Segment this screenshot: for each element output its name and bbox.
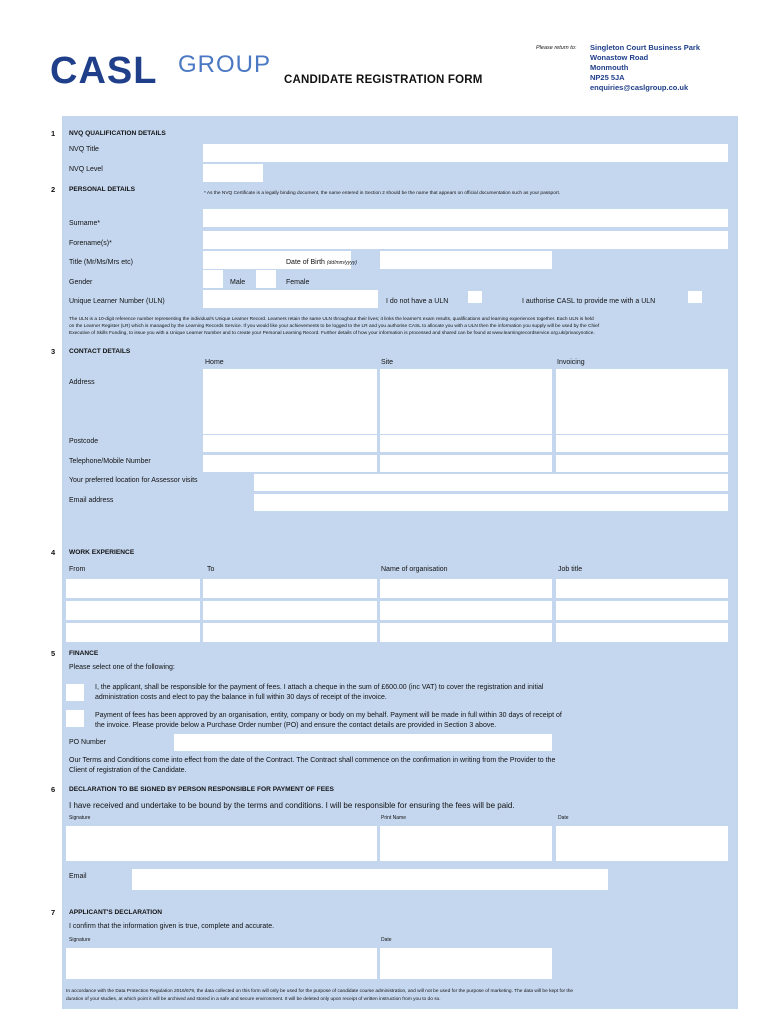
section-number: 3 (51, 347, 56, 356)
return-label: Please return to: (536, 45, 577, 51)
to-column-label: To (207, 566, 215, 573)
invoicing-address-field[interactable] (556, 369, 728, 434)
payment-declaration-statement: I have received and undertake to be bound by the terms and conditions. I will be responsible for ensuring the fees will be paid. (69, 801, 515, 810)
email-address-label: Email address (69, 497, 114, 504)
address-line: Wonastow Road (590, 53, 649, 62)
authorise-uln-checkbox[interactable] (688, 291, 702, 303)
title-label: Title (Mr/Ms/Mrs etc) (69, 259, 133, 266)
home-column-label: Home (205, 359, 224, 366)
passport-note: * As the NVQ Certificate is a legally binding document, the name entered in Section 2 should be the name that appears on official documentation such as your passport. (204, 191, 561, 196)
work-job-title-field[interactable] (556, 579, 728, 598)
work-to-field[interactable] (203, 623, 377, 642)
from-column-label: From (69, 566, 86, 573)
finance-select-label: Please select one of the following: (69, 664, 175, 671)
return-address (590, 43, 700, 93)
logo-main-text: CASL (50, 50, 158, 92)
home-postcode-field[interactable] (203, 435, 377, 452)
logo-sub-text: GROUP (178, 51, 272, 78)
section-heading-contact: CONTACT DETAILS (69, 348, 131, 355)
payer-date-field[interactable] (556, 826, 728, 861)
work-from-field[interactable] (66, 579, 200, 598)
section-heading-personal: PERSONAL DETAILS (69, 186, 136, 193)
site-postcode-field[interactable] (380, 435, 552, 452)
payer-date-label: Date (558, 815, 569, 821)
site-address-field[interactable] (380, 369, 552, 434)
nvq-title-label: NVQ Title (69, 146, 99, 153)
home-phone-field[interactable] (203, 455, 377, 472)
surname-top-field[interactable] (203, 209, 728, 227)
work-from-field[interactable] (66, 623, 200, 642)
section-number: 5 (51, 649, 56, 658)
authorise-uln-label: I authorise CASL to provide me with a ULN (522, 298, 656, 305)
section-number: 7 (51, 908, 56, 917)
dob-label-text: Date of Birth (286, 259, 325, 266)
email-address-field[interactable] (254, 494, 728, 511)
address-email: enquiries@caslgroup.co.uk (590, 83, 689, 92)
work-to-field[interactable] (203, 601, 377, 620)
applicant-date-label: Date (381, 937, 392, 943)
work-organisation-field[interactable] (380, 601, 552, 620)
job-title-column-label: Job title (558, 566, 583, 573)
organisation-column-label: Name of organisation (381, 566, 448, 573)
section-heading-applicant-declaration: APPLICANT'S DECLARATION (69, 909, 163, 916)
uln-note-line: on the Learner Register (LR) which is managed by the Learning Records Service. If you would like your achievements to be logged to the LR and you authorise CASL to allocate you with a ULN then the information you supply will be used by the Chief (69, 324, 600, 329)
section-heading-finance: FINANCE (69, 650, 99, 657)
dob-field[interactable] (380, 251, 552, 269)
uln-label: Unique Learner Number (ULN) (69, 298, 165, 305)
applicant-declaration-statement: I confirm that the information given is true, complete and accurate. (69, 923, 275, 930)
terms-text: Client of registration of the Candidate. (69, 767, 187, 774)
site-phone-field[interactable] (380, 455, 552, 472)
data-protection-note: duration of your studies, at which point it will be archived and stored in a safe and secure environment. It will be deleted only upon receipt of written instruction from you to do so. (66, 997, 441, 1002)
forenames-label: Forename(s)* (69, 240, 112, 247)
assessor-location-label: Your preferred location for Assessor visits (69, 477, 198, 484)
work-job-title-field[interactable] (556, 623, 728, 642)
payer-signature-label: Signature (69, 815, 91, 821)
female-checkbox[interactable] (256, 270, 276, 288)
work-organisation-field[interactable] (380, 579, 552, 598)
organisation-payment-text: Payment of fees has been approved by an organisation, entity, company or body on my behalf. Payment will be made in full within 30 days of receipt of (95, 712, 562, 719)
nvq-level-field[interactable] (203, 164, 263, 182)
address-line: Singleton Court Business Park (590, 43, 701, 52)
payer-email-label: Email (69, 873, 87, 880)
po-number-label: PO Number (69, 739, 106, 746)
payer-signature-field[interactable] (66, 826, 377, 861)
gender-label: Gender (69, 279, 93, 286)
male-label: Male (230, 279, 246, 286)
site-column-label: Site (381, 359, 394, 366)
section-number: 4 (51, 548, 56, 557)
applicant-date-field[interactable] (380, 948, 552, 979)
address-line: Monmouth (590, 63, 629, 72)
terms-text: Our Terms and Conditions come into effect from the date of the Contract. The Contract shall commence on the confirmation in writing from the Provider to the (69, 757, 556, 764)
applicant-signature-field[interactable] (66, 948, 377, 979)
invoicing-column-label: Invoicing (557, 359, 585, 366)
no-uln-checkbox[interactable] (468, 291, 482, 303)
self-payment-checkbox[interactable] (66, 684, 84, 701)
postcode-label: Postcode (69, 438, 99, 445)
form-title: CANDIDATE REGISTRATION FORM (284, 74, 483, 86)
home-address-field[interactable] (203, 369, 377, 434)
uln-note-line: The ULN is a 10-digit reference number representing the individual's Unique Learner Record. Learners retain the same ULN throughout their lives; it links the learner's exam results, qualifications and learning experiences together. Each ULN is held (69, 317, 594, 322)
uln-field[interactable] (203, 290, 378, 308)
self-payment-text: I, the applicant, shall be responsible for the payment of fees. I attach a cheque in the sum of £600.00 (inc VAT) to cover the registration and initial (95, 684, 544, 691)
nvq-title-field[interactable] (203, 144, 728, 162)
section-heading-nvq: NVQ QUALIFICATION DETAILS (69, 130, 166, 137)
section-number: 2 (51, 185, 56, 194)
section-heading-payment-declaration: DECLARATION TO BE SIGNED BY PERSON RESPONSIBLE FOR PAYMENT OF FEES (69, 786, 334, 793)
payer-email-field[interactable] (132, 869, 608, 890)
address-line: NP25 5JA (590, 73, 625, 82)
payer-print-name-label: Print Name (381, 815, 407, 821)
dob-format: (dd/mm/yyyy) (326, 260, 357, 266)
data-protection-note: In accordance with the Data Protection Regulation 2016/679, the data collected on this form will only be used for the purpose of candidate course administration, and will not be used for the purpose of marketing. The data will be kept for the (66, 989, 574, 994)
section-number: 1 (51, 129, 56, 138)
assessor-location-field[interactable] (254, 474, 728, 491)
surname-label: Surname* (69, 220, 101, 227)
work-organisation-field[interactable] (380, 623, 552, 642)
nvq-level-label: NVQ Level (69, 166, 103, 173)
section-heading-work: WORK EXPERIENCE (69, 549, 135, 556)
applicant-signature-label: Signature (69, 937, 91, 943)
no-uln-label: I do not have a ULN (386, 298, 449, 305)
phone-label: Telephone/Mobile Number (69, 458, 151, 465)
organisation-payment-checkbox[interactable] (66, 710, 84, 727)
section-number: 6 (51, 785, 56, 794)
female-label: Female (286, 279, 310, 286)
surname-field[interactable] (203, 231, 728, 249)
invoicing-postcode-field[interactable] (556, 435, 728, 452)
address-label: Address (69, 379, 95, 386)
payer-print-name-field[interactable] (380, 826, 552, 861)
male-checkbox[interactable] (203, 270, 223, 288)
self-payment-text: administration costs and elect to pay the balance in full within 30 days of receipt of the invoice. (95, 694, 387, 701)
dob-label (286, 259, 357, 266)
invoicing-phone-field[interactable] (556, 455, 728, 472)
work-from-field[interactable] (66, 601, 200, 620)
work-to-field[interactable] (203, 579, 377, 598)
po-number-field[interactable] (174, 734, 552, 751)
work-job-title-field[interactable] (556, 601, 728, 620)
organisation-payment-text: the invoice. Please provide below a Purchase Order number (PO) and ensure the contact details are provided in Section 3 above. (95, 722, 497, 729)
uln-note-line: Executive of Skills Funding, to issue you with a Unique Learner Number and to create your Personal Learning Record. Further details of how your information is processed and shared can be found at www.learningrecordservice.org.uk/privacynotice. (69, 331, 595, 336)
